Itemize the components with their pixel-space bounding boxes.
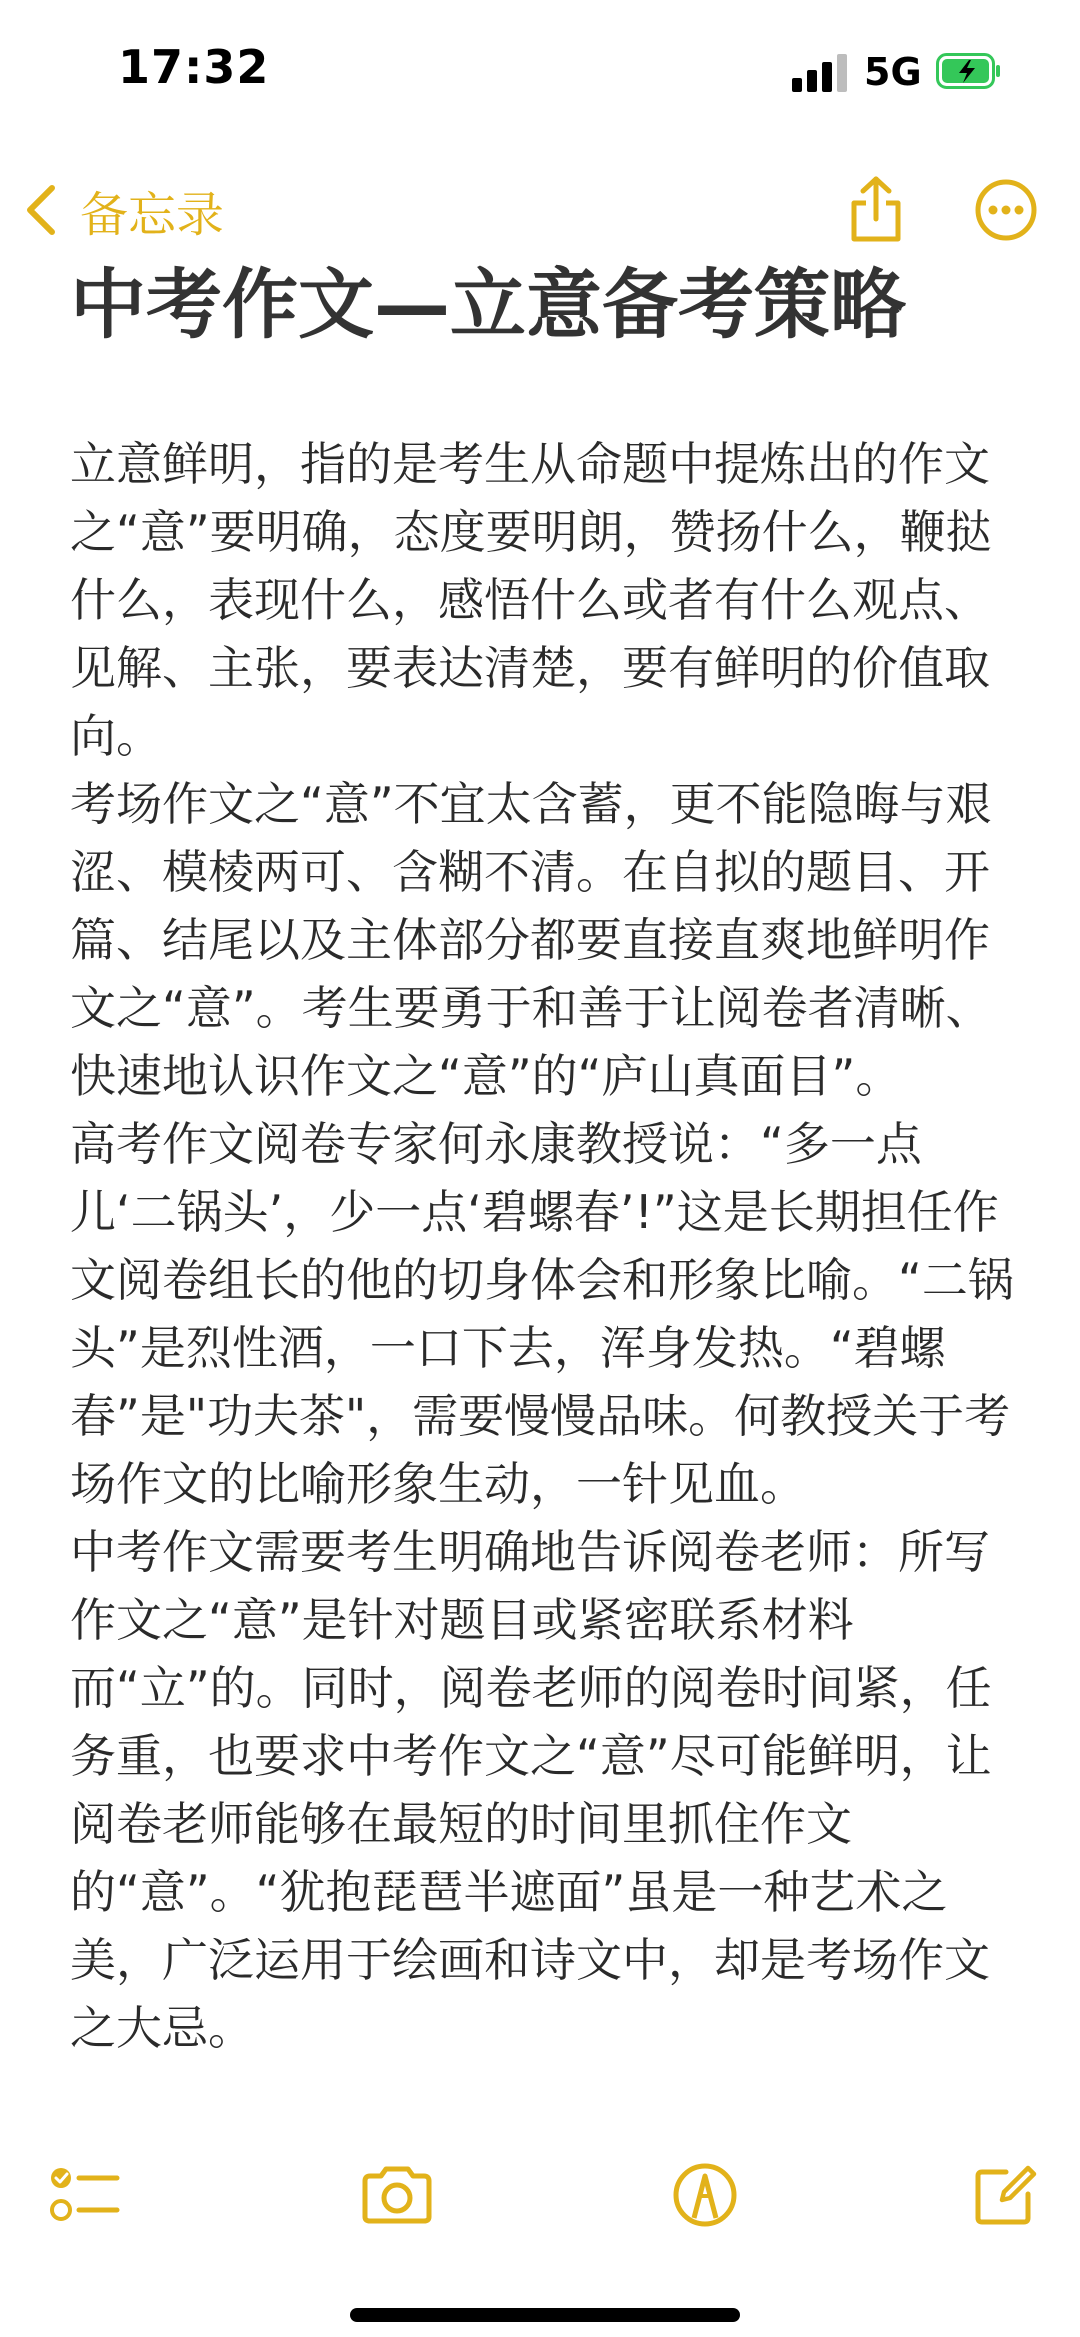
note-paragraph[interactable]: 考场作文之“意”不宜太含蓄，更不能隐晦与艰涩、模棱两可、含糊不清。在自拟的题目、开篇、结尾以及主体部分都要直接直爽地鲜明作文之“意”。考生要勇于和善于让阅卷者清晰、快速地认识作文之“意”的“庐山真面目”。 (70, 777, 992, 1103)
markup-button[interactable] (650, 2140, 760, 2250)
note-title[interactable]: 中考作文—立意备考策略 (70, 260, 906, 349)
battery-charging-icon (936, 53, 1002, 89)
signal-bars-icon (792, 52, 850, 92)
markup-pen-icon (672, 2162, 738, 2228)
nav-bar (0, 150, 1080, 270)
more-icon (974, 178, 1038, 242)
chevron-left-icon (22, 182, 62, 238)
bottom-toolbar (0, 2140, 1080, 2250)
note-paragraph[interactable]: 中考作文需要考生明确地告诉阅卷老师：所写作文之“意”是针对题目或紧密联系材料而“立”的。同时，阅卷老师的阅卷时间紧，任务重，也要求中考作文之“意”尽可能鲜明，让阅卷老师能够在最短的时间里抓住作文的“意”。“犹抱琵琶半遮面”虽是一种艺术之美，广泛运用于绘画和诗文中，却是考场作文之大忌。 (70, 1525, 992, 2055)
checklist-button[interactable] (30, 2140, 140, 2250)
camera-button[interactable] (342, 2140, 452, 2250)
compose-button[interactable] (950, 2140, 1060, 2250)
note-paragraph[interactable]: 高考作文阅卷专家何永康教授说：“多一点儿‘二锅头’，少一点‘碧螺春’!”这是长期担任作文阅卷组长的他的切身体会和形象比喻。“二锅头”是烈性酒，一口下去，浑身发热。“碧螺春”是"功夫茶"，需要慢慢品味。何教授关于考场作文的比喻形象生动，一针见血。 (70, 1117, 1014, 1511)
status-time: 17:32 (118, 40, 270, 94)
share-icon (846, 175, 906, 245)
back-label: 备忘录 (80, 186, 225, 243)
camera-icon (359, 2165, 435, 2225)
more-button[interactable] (956, 160, 1056, 260)
note-body[interactable] (70, 430, 1020, 2062)
share-button[interactable] (826, 160, 926, 260)
checklist-icon (49, 2162, 121, 2228)
back-button[interactable] (22, 160, 224, 260)
home-indicator[interactable] (350, 2308, 740, 2322)
network-label: 5G (864, 50, 922, 94)
compose-icon (972, 2162, 1038, 2228)
note-paragraph[interactable]: 立意鲜明，指的是考生从命题中提炼出的作文之“意”要明确，态度要明朗，赞扬什么，鞭挞什么，表现什么，感悟什么或者有什么观点、见解、主张，要表达清楚，要有鲜明的价值取向。 (70, 437, 992, 763)
status-bar (0, 0, 1080, 150)
